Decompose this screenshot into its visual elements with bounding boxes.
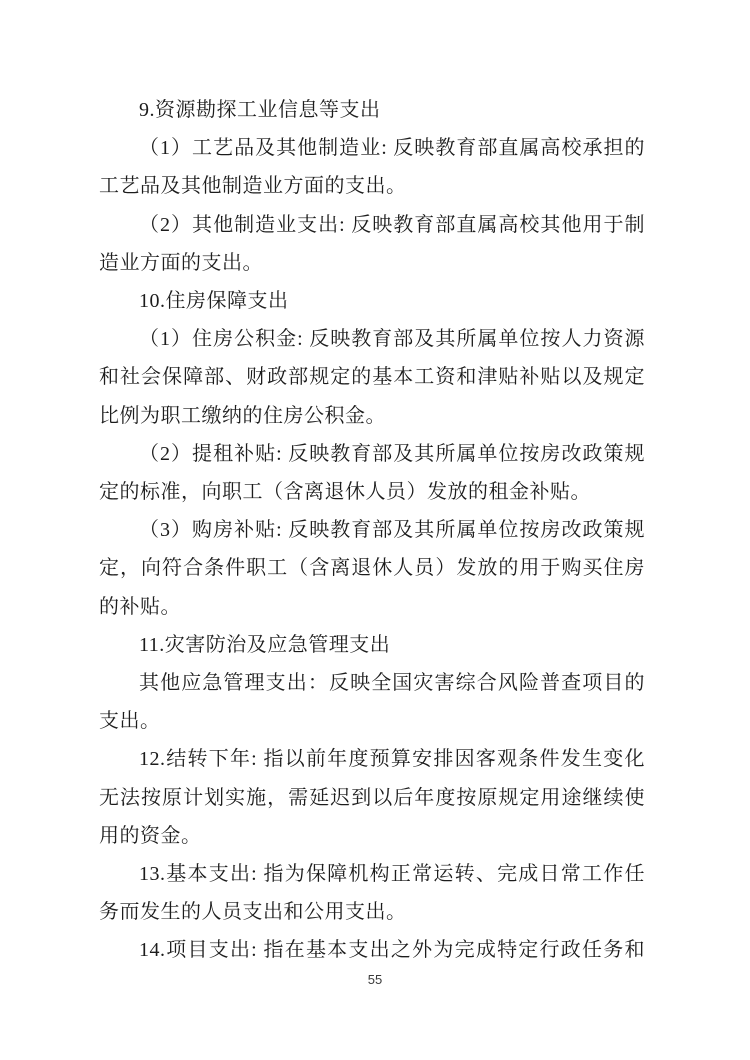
text-line: 比例为职工缴纳的住房公积金。 <box>99 404 386 427</box>
document-body-text <box>99 91 645 970</box>
text-line: 工艺品及其他制造业方面的支出。 <box>99 175 407 198</box>
text-line: （2）其他制造业支出: 反映教育部直属高校其他用于制 <box>139 213 645 236</box>
text-line: 无法按原计划实施，需延迟到以后年度按原规定用途继续使 <box>99 786 645 809</box>
text-line: 12.结转下年: 指以前年度预算安排因客观条件发生变化 <box>139 748 645 771</box>
text-line: （1）工艺品及其他制造业: 反映教育部直属高校承担的 <box>139 137 645 160</box>
text-line: 造业方面的支出。 <box>99 251 263 274</box>
text-line: （2）提租补贴: 反映教育部及其所属单位按房改政策规 <box>139 442 645 465</box>
text-line: 其他应急管理支出：反映全国灾害综合风险普查项目的 <box>139 672 645 695</box>
heading-line: 9.资源勘探工业信息等支出 <box>139 99 381 121</box>
text-line: 13.基本支出: 指为保障机构正常运转、完成日常工作任 <box>139 863 645 886</box>
heading-line: 11.灾害防治及应急管理支出 <box>139 633 391 656</box>
text-line: 务而发生的人员支出和公用支出。 <box>99 901 407 924</box>
text-line: （1）住房公积金: 反映教育部及其所属单位按人力资源 <box>139 328 645 351</box>
text-line: （3）购房补贴: 反映教育部及其所属单位按房改政策规 <box>139 519 645 542</box>
text-line: 14.项目支出: 指在基本支出之外为完成特定行政任务和 <box>139 939 645 962</box>
text-line: 用的资金。 <box>99 824 202 847</box>
page-number: 55 <box>367 972 383 987</box>
text-line: 定，向符合条件职工（含离退休人员）发放的用于购买住房 <box>99 557 645 580</box>
text-line: 和社会保障部、财政部规定的基本工资和津贴补贴以及规定 <box>99 366 645 389</box>
heading-line: 10.住房保障支出 <box>139 290 289 313</box>
text-line: 定的标准，向职工（含离退休人员）发放的租金补贴。 <box>99 481 591 504</box>
text-line: 的补贴。 <box>99 595 181 618</box>
text-line: 支出。 <box>99 710 161 733</box>
